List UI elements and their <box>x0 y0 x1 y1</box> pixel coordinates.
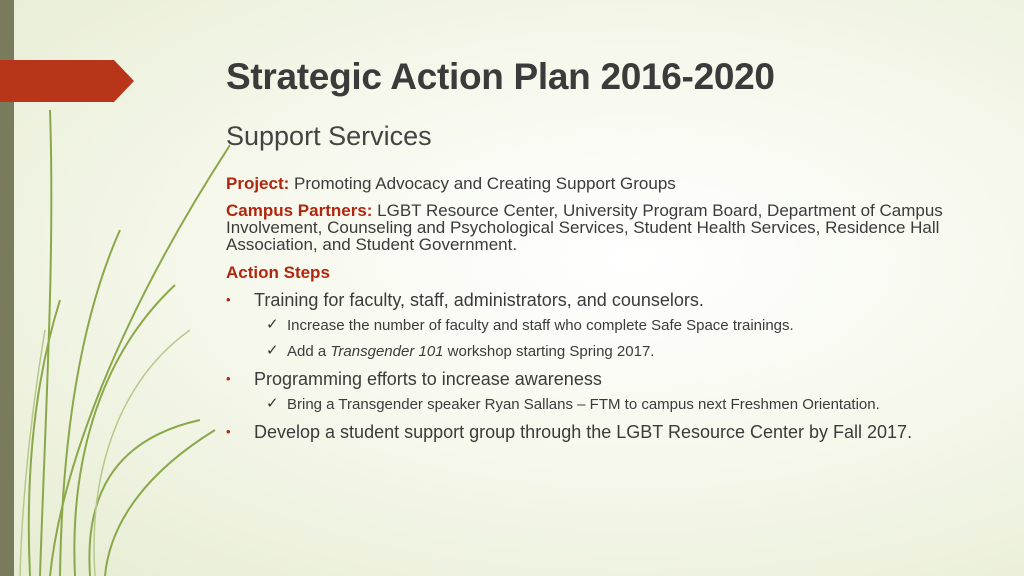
project-text: Promoting Advocacy and Creating Support Groups <box>289 174 676 193</box>
bullet-icon: • <box>226 371 231 386</box>
sub-bullet-text: Increase the number of faculty and staff who complete Safe Space trainings. <box>287 317 794 334</box>
sub-bullet-item <box>226 344 966 360</box>
sub-bullet-item <box>226 397 966 413</box>
sub-bullet-text-after: workshop starting Spring 2017. <box>443 343 655 360</box>
campus-partners-label: Campus Partners: <box>226 201 373 220</box>
sub-bullet-item <box>226 318 966 334</box>
title-arrow-flag <box>0 60 134 102</box>
bullet-text: Programming efforts to increase awareness <box>254 369 602 389</box>
bullet-item <box>226 291 966 309</box>
bullet-icon: • <box>226 424 231 439</box>
bullet-item <box>226 423 966 441</box>
bullet-icon: • <box>226 292 231 307</box>
bullet-text: Training for faculty, staff, administrators, and counselors. <box>254 290 704 310</box>
slide-subtitle: Support Services <box>226 121 432 151</box>
project-label: Project: <box>226 174 290 193</box>
checkmark-icon: ✓ <box>266 395 279 412</box>
slide-title: Strategic Action Plan 2016-2020 <box>226 56 775 97</box>
sub-bullet-italic: Transgender 101 <box>330 343 444 360</box>
action-steps-heading: Action Steps <box>226 263 330 282</box>
campus-partners-line <box>226 202 966 253</box>
bullet-item <box>226 370 966 388</box>
bullet-text: Develop a student support group through the LGBT Resource Center by Fall 2017. <box>254 422 913 442</box>
sub-bullet-text-before: Add a <box>287 343 331 360</box>
sub-bullet-text: Bring a Transgender speaker Ryan Sallans – FTM to campus next Freshmen Orientation. <box>287 396 880 413</box>
checkmark-icon: ✓ <box>266 342 279 359</box>
campus-partners-text: LGBT Resource Center, University Program Board, Department of Campus Involvement, Counseling and Psychological Services, Student Health Services, Residence Hall Association, and Student Government. <box>226 201 943 254</box>
slide-content <box>226 175 966 450</box>
checkmark-icon: ✓ <box>266 316 279 333</box>
project-line <box>226 175 966 192</box>
